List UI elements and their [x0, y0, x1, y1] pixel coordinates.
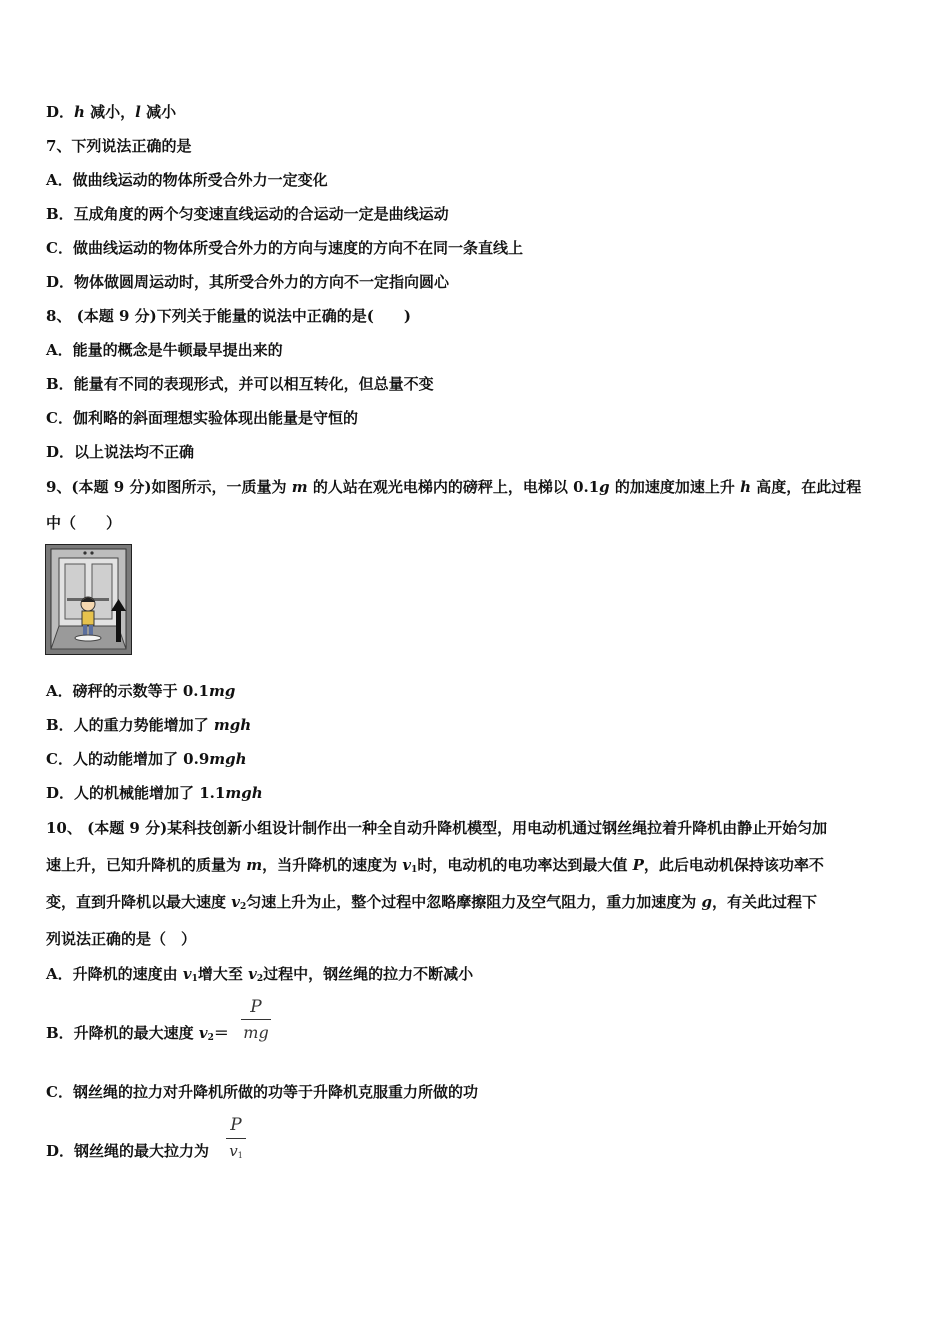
text: 增大至 — [197, 965, 249, 983]
q8-option-b: B．能量有不同的表现形式，并可以相互转化，但总量不变 — [46, 375, 434, 393]
var: mg — [208, 682, 236, 700]
q7-option-c: C．做曲线运动的物体所受合外力的方向与速度的方向不在同一条直线上 — [46, 239, 523, 257]
text: 的人站在观光电梯内的磅秤上，电梯以 0.1 — [307, 478, 600, 496]
subscript: 2 — [207, 1033, 214, 1043]
var: g — [701, 893, 712, 911]
q10-option-d: D．钢丝绳的最大拉力为 — [46, 1142, 210, 1160]
text: D． — [46, 103, 75, 121]
fraction-den-var: v — [229, 1142, 238, 1160]
text: B．人的重力势能增加了 — [46, 716, 214, 734]
q7-stem: 7、下列说法正确的是 — [46, 137, 192, 155]
subscript: 1 — [191, 974, 198, 984]
text: 速上升，已知升降机的质量为 — [46, 856, 247, 874]
fraction-numerator: P — [230, 1115, 242, 1135]
q9-option-b — [46, 715, 251, 735]
var: m — [246, 856, 263, 874]
text: 匀速上升为止，整个过程中忽略摩擦阻力及空气阻力，重力加速度为 — [246, 893, 702, 911]
var: mgh — [213, 716, 252, 734]
var: l — [135, 103, 141, 121]
q8-option-a: A．能量的概念是牛顿最早提出来的 — [46, 341, 283, 359]
q9-option-a — [46, 681, 235, 701]
subscript: 2 — [256, 974, 264, 984]
fraction-bar — [241, 1019, 271, 1020]
var: v — [248, 965, 257, 983]
var: v — [402, 856, 412, 874]
text: A．磅秤的示数等于 0.1 — [46, 682, 209, 700]
var: mgh — [225, 784, 263, 802]
q10-stem-4: 列说法正确的是（ ） — [46, 930, 197, 948]
text: ，当升降机的速度为 — [262, 856, 403, 874]
fraction-den-subscript: 1 — [237, 1151, 243, 1160]
text: C．人的动能增加了 0.9 — [46, 750, 210, 768]
q6-option-d — [46, 102, 176, 122]
var: h — [74, 103, 85, 121]
text: 减小， — [84, 103, 136, 121]
text: 的加速度加速上升 — [609, 478, 741, 496]
fraction-denominator — [226, 1142, 246, 1160]
text: 高度，在此过程 — [751, 478, 862, 496]
fraction-p-over-v1 — [226, 1115, 246, 1167]
var: v — [231, 893, 240, 911]
q7-option-d: D．物体做圆周运动时，其所受合外力的方向不一定指向圆心 — [46, 273, 450, 291]
text: 过程中，钢丝绳的拉力不断减小 — [263, 965, 474, 983]
subscript: 2 — [239, 902, 247, 912]
text: ，有关此过程下 — [711, 893, 817, 911]
subscript: 1 — [411, 865, 418, 875]
text: 9、(本题 9 分)如图所示，一质量为 — [46, 478, 292, 496]
q10-option-a — [46, 964, 473, 989]
q9-option-d — [46, 783, 263, 803]
q10-option-c: C．钢丝绳的拉力对升降机所做的功等于升降机克服重力所做的功 — [46, 1083, 478, 1101]
q10-stem-2 — [46, 855, 824, 880]
fraction-bar — [226, 1138, 246, 1139]
q8-stem: 8、 (本题 9 分)下列关于能量的说法中正确的是( ) — [46, 307, 411, 325]
var: m — [291, 478, 308, 496]
q9-stem-cont: 中（ ） — [46, 514, 122, 532]
text: B．升降机的最大速度 — [46, 1024, 199, 1042]
text: D．人的机械能增加了 1.1 — [46, 784, 226, 802]
fraction-numerator: P — [250, 997, 262, 1017]
q10-stem-3 — [46, 892, 817, 917]
fraction-denominator: mg — [243, 1023, 269, 1042]
q9-stem — [46, 477, 861, 497]
var: g — [599, 478, 610, 496]
var: P — [632, 856, 644, 874]
text: 时，电动机的电功率达到最大值 — [417, 856, 633, 874]
q10-option-b — [46, 1023, 229, 1048]
var: v — [198, 1024, 208, 1042]
text: 减小 — [140, 103, 177, 121]
q9-option-c — [46, 749, 247, 769]
text: ，此后电动机保持该功率不 — [643, 856, 824, 874]
q10-stem-1: 10、 (本题 9 分)某科技创新小组设计制作出一种全自动升降机模型，用电动机通过钢丝绳拉着升降机由静止开始匀加 — [46, 819, 828, 837]
text: 变，直到升降机以最大速度 — [46, 893, 232, 911]
q7-option-b: B．互成角度的两个匀变速直线运动的合运动一定是曲线运动 — [46, 205, 449, 223]
var: h — [740, 478, 752, 496]
elevator-illustration — [45, 544, 133, 656]
var: v — [182, 965, 192, 983]
q8-option-c: C．伽利略的斜面理想实验体现出能量是守恒的 — [46, 409, 358, 427]
fraction-p-over-mg — [241, 997, 271, 1045]
text: ＝ — [213, 1024, 229, 1042]
q8-option-d: D．以上说法均不正确 — [46, 443, 195, 461]
var: mgh — [209, 750, 247, 768]
q7-option-a: A．做曲线运动的物体所受合外力一定变化 — [46, 171, 328, 189]
text: A．升降机的速度由 — [46, 965, 183, 983]
